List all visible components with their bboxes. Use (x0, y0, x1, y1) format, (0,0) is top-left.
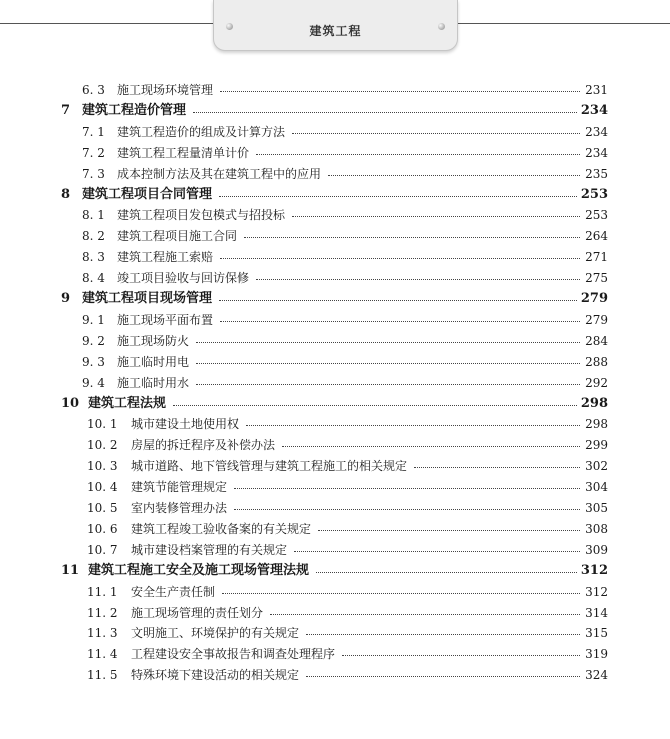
dot-leader (222, 593, 580, 594)
toc-section-entry (82, 373, 608, 393)
toc-entry-number: 11. 5 (87, 668, 118, 683)
toc-entry-page: 309 (585, 542, 608, 557)
dot-leader (219, 300, 577, 301)
toc-entry-page: 253 (580, 186, 608, 202)
toc-entry-number: 8. 2 (82, 229, 105, 244)
toc-entry-number: 11 (61, 562, 80, 578)
toc-entry-page: 275 (585, 271, 608, 286)
toc-entry-title: 建筑工程项目现场管理 (82, 291, 213, 306)
toc-entry-number: 8 (61, 186, 71, 202)
toc-section-entry (82, 310, 608, 330)
toc-chapter-entry (61, 101, 608, 121)
toc-section-entry (87, 456, 608, 476)
toc-section-entry (82, 205, 608, 225)
decorative-dot-icon (438, 23, 445, 30)
toc-entry-title: 城市道路、地下管线管理与建筑工程施工的相关规定 (131, 459, 408, 474)
toc-entry-number: 10 (61, 395, 80, 411)
toc-entry-page: 279 (580, 291, 608, 306)
toc-section-entry (87, 435, 608, 455)
toc-entry-page: 319 (585, 647, 608, 662)
toc-chapter-entry (61, 394, 608, 414)
toc-entry-number: 7. 2 (82, 145, 105, 160)
dot-leader (219, 196, 577, 197)
toc-entry-page: 302 (585, 459, 608, 474)
toc-entry-number: 9. 1 (82, 312, 105, 327)
toc-entry-title: 施工临时用电 (117, 354, 190, 369)
toc-section-entry (82, 331, 608, 351)
toc-section-entry (87, 540, 608, 560)
toc-entry-page: 312 (580, 562, 608, 578)
dot-leader (246, 425, 580, 426)
dot-leader (292, 216, 580, 217)
toc-entry-number: 10. 1 (87, 417, 118, 432)
toc-entry-number: 9. 3 (82, 354, 105, 369)
toc-entry-page: 292 (585, 375, 608, 390)
toc-entry-page: 298 (585, 417, 608, 432)
toc-entry-title: 建筑工程项目发包模式与招投标 (117, 208, 286, 223)
toc-entry-number: 10. 6 (87, 521, 118, 536)
toc-section-entry (87, 519, 608, 539)
toc-entry-number: 8. 1 (82, 208, 105, 223)
dot-leader (196, 363, 580, 364)
toc-entry-page: 312 (585, 584, 608, 599)
toc-section-entry (87, 623, 608, 643)
toc-entry-title: 建筑工程项目合同管理 (82, 186, 213, 202)
toc-entry-page: 324 (585, 668, 608, 683)
dot-leader (220, 321, 580, 322)
toc-entry-number: 10. 2 (87, 438, 118, 453)
toc-entry-title: 安全生产责任制 (131, 584, 216, 599)
toc-section-entry (87, 644, 608, 664)
dot-leader (234, 509, 580, 510)
toc-entry-number: 10. 7 (87, 542, 118, 557)
toc-chapter-entry (61, 185, 608, 205)
dot-leader (220, 91, 580, 92)
toc-entry-title: 建筑工程项目施工合同 (117, 229, 238, 244)
toc-entry-number: 7 (61, 102, 71, 118)
toc-entry-number: 11. 4 (87, 647, 118, 662)
toc-section-entry (82, 352, 608, 372)
toc-section-entry (82, 80, 608, 100)
toc-section-entry (82, 164, 608, 184)
toc-section-entry (82, 247, 608, 267)
toc-entry-number: 11. 2 (87, 605, 118, 620)
toc-entry-number: 6. 3 (82, 83, 105, 97)
toc-section-entry (87, 414, 608, 434)
toc-entry-page: 284 (585, 333, 608, 348)
toc-entry-page: 315 (585, 626, 608, 641)
toc-entry-title: 建筑工程工程量清单计价 (117, 145, 250, 160)
toc-entry-title: 建筑工程造价的组成及计算方法 (117, 124, 286, 139)
dot-leader (193, 112, 577, 113)
toc-entry-title: 建筑工程法规 (88, 395, 167, 411)
toc-entry-number: 10. 4 (87, 480, 118, 495)
toc-chapter-entry (61, 289, 608, 309)
toc-entry-page: 235 (585, 166, 608, 181)
running-header-title: 建筑工程 (309, 24, 362, 38)
toc-entry-title: 建筑工程施工安全及施工现场管理法规 (88, 562, 310, 578)
toc-entry-title: 建筑工程施工索赔 (117, 250, 214, 265)
toc-entry-number: 8. 3 (82, 250, 105, 265)
toc-entry-page: 271 (585, 250, 608, 265)
toc-entry-title: 文明施工、环境保护的有关规定 (131, 626, 300, 641)
dot-leader (244, 237, 580, 238)
dot-leader (256, 279, 580, 280)
toc-entry-title: 施工现场平面布置 (117, 312, 214, 327)
toc-entry-page: 305 (585, 501, 608, 515)
dot-leader (256, 154, 580, 155)
dot-leader (270, 614, 580, 615)
toc-entry-page: 308 (585, 521, 608, 536)
dot-leader (234, 488, 580, 489)
toc-entry-page: 234 (585, 145, 608, 160)
toc-entry-page: 253 (585, 208, 608, 223)
toc-entry-number: 11. 1 (87, 584, 118, 599)
dot-leader (292, 133, 580, 134)
dot-leader (318, 530, 580, 531)
dot-leader (306, 676, 580, 677)
toc-entry-title: 城市建设土地使用权 (131, 417, 240, 432)
toc-section-entry (82, 268, 608, 288)
dot-leader (173, 405, 577, 406)
toc-section-entry (82, 143, 608, 163)
toc-entry-title: 工程建设安全事故报告和调查处理程序 (131, 647, 336, 662)
toc-entry-page: 234 (580, 102, 608, 118)
toc-entry-title: 施工现场管理的责任划分 (131, 605, 264, 620)
toc-entry-title: 施工现场防火 (117, 333, 190, 348)
toc-section-entry (87, 603, 608, 623)
dot-leader (328, 175, 580, 176)
toc-entry-page: 279 (585, 312, 608, 327)
header-tab (213, 0, 458, 51)
toc-section-entry (87, 665, 608, 685)
toc-section-entry (87, 477, 608, 497)
toc-entry-page: 288 (585, 354, 608, 369)
toc-entry-title: 城市建设档案管理的有关规定 (131, 542, 288, 557)
dot-leader (306, 634, 580, 635)
toc-entry-page: 298 (580, 395, 608, 411)
toc-section-entry (87, 498, 608, 518)
toc-entry-title: 房屋的拆迁程序及补偿办法 (131, 438, 276, 453)
toc-entry-number: 11. 3 (87, 626, 118, 641)
toc-section-entry (87, 582, 608, 602)
toc-entry-title: 特殊环境下建设活动的相关规定 (131, 668, 300, 683)
toc-entry-number: 8. 4 (82, 271, 105, 286)
toc-section-entry (82, 122, 608, 142)
dot-leader (316, 572, 577, 573)
toc-entry-title: 建筑工程竣工验收备案的有关规定 (131, 521, 312, 536)
toc-entry-page: 264 (585, 229, 608, 244)
toc-chapter-entry (61, 561, 608, 581)
toc-entry-page: 299 (585, 438, 608, 453)
dot-leader (342, 655, 580, 656)
toc-entry-number: 9 (61, 291, 71, 306)
toc-entry-title: 竣工项目验收与回访保修 (117, 271, 250, 286)
toc-entry-title: 建筑节能管理规定 (131, 480, 228, 495)
toc-entry-title: 成本控制方法及其在建筑工程中的应用 (117, 166, 322, 181)
toc-entry-number: 10. 3 (87, 459, 118, 474)
toc-entry-number: 9. 4 (82, 375, 105, 390)
toc-entry-number: 7. 1 (82, 124, 105, 139)
dot-leader (294, 551, 580, 552)
toc-entry-page: 231 (585, 83, 608, 97)
toc-entry-page: 304 (585, 480, 608, 495)
dot-leader (282, 446, 580, 447)
toc-entry-number: 9. 2 (82, 333, 105, 348)
dot-leader (196, 342, 580, 343)
toc-entry-title: 施工临时用水 (117, 375, 190, 390)
dot-leader (414, 467, 580, 468)
toc-entry-page: 234 (585, 124, 608, 139)
dot-leader (196, 384, 580, 385)
toc-section-entry (82, 226, 608, 246)
dot-leader (220, 258, 580, 259)
toc-entry-title: 施工现场环境管理 (117, 83, 214, 97)
toc-entry-number: 7. 3 (82, 166, 105, 181)
toc-entry-title: 建筑工程造价管理 (82, 102, 187, 118)
toc-entry-title: 室内装修管理办法 (131, 501, 228, 515)
toc-entry-page: 314 (585, 605, 608, 620)
toc-entry-number: 10. 5 (87, 501, 118, 515)
